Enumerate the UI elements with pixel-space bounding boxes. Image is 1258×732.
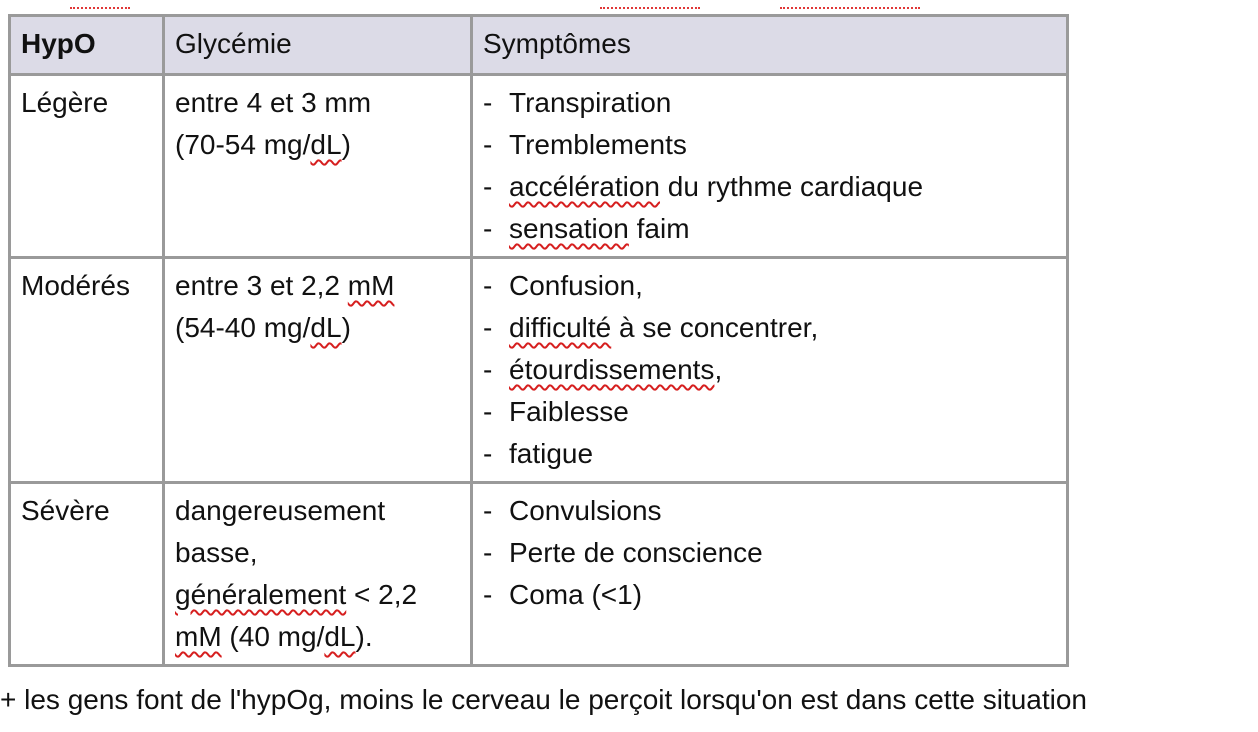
symptom-item: - Coma (<1) (483, 574, 1056, 616)
spellcheck-word: sensation (509, 213, 629, 244)
hypoglycemia-table (8, 14, 1069, 667)
spellcheck-word: mM (175, 621, 222, 652)
symptom-item: - Convulsions (483, 490, 1056, 532)
level-cell: Légère (10, 75, 164, 258)
footnote-text: + les gens font de l'hypOg, moins le cerveau le perçoit lorsqu'on est dans cette situation (0, 684, 1087, 715)
spellcheck-word: dL (310, 312, 342, 343)
spellcheck-word: dL (310, 129, 342, 160)
level-cell: Sévère (10, 483, 164, 666)
glycemia-line: généralement < 2,2 (175, 579, 418, 610)
symptom-list (483, 490, 1056, 616)
symptoms-cell (472, 483, 1068, 666)
table-row-legere (10, 75, 1068, 258)
spellcheck-squiggle (600, 0, 700, 9)
spellcheck-word: accélération (509, 171, 660, 202)
symptom-list (483, 265, 1056, 475)
glycemia-cell (164, 75, 472, 258)
symptom-item: - Faiblesse (483, 391, 1056, 433)
glycemia-cell (164, 483, 472, 666)
glycemia-line: entre 4 et 3 mm (175, 87, 372, 118)
table-row-moderes (10, 258, 1068, 483)
symptom-list (483, 82, 1056, 250)
glycemia-line: entre 3 et 2,2 mM (175, 270, 395, 301)
symptom-item: - étourdissements, (483, 349, 1056, 391)
spellcheck-word: généralement (175, 579, 347, 610)
table-row-severe (10, 483, 1068, 666)
symptom-item: - accélération du rythme cardiaque (483, 166, 1056, 208)
glycemia-line: dangereusement (175, 495, 386, 526)
symptoms-cell (472, 75, 1068, 258)
symptom-item: - Confusion, (483, 265, 1056, 307)
spellcheck-word: dL (324, 621, 356, 652)
header-symptoms: Symptômes (472, 16, 1068, 75)
spellcheck-word: étourdissements (509, 354, 715, 385)
glycemia-line: (54-40 mg/dL) (175, 312, 351, 343)
level-cell: Modérés (10, 258, 164, 483)
symptom-item: - fatigue (483, 433, 1056, 475)
glycemia-line: (70-54 mg/dL) (175, 129, 351, 160)
symptom-item: - difficulté à se concentrer, (483, 307, 1056, 349)
symptoms-cell (472, 258, 1068, 483)
cropped-previous-line (0, 0, 1258, 10)
spellcheck-squiggle (70, 0, 130, 9)
symptom-item: - Perte de conscience (483, 532, 1056, 574)
header-glycemia: Glycémie (164, 16, 472, 75)
glycemia-line: basse, (175, 537, 258, 568)
spellcheck-word: mM (347, 270, 395, 301)
symptom-item: - Tremblements (483, 124, 1056, 166)
symptom-item: - sensation faim (483, 208, 1056, 250)
header-hypo: HypO (10, 16, 164, 75)
spellcheck-word: difficulté (509, 312, 612, 343)
table-header-row (10, 16, 1068, 75)
glycemia-cell (164, 258, 472, 483)
spellcheck-squiggle (780, 0, 920, 9)
symptom-item: - Transpiration (483, 82, 1056, 124)
glycemia-line: mM (40 mg/dL). (175, 621, 373, 652)
